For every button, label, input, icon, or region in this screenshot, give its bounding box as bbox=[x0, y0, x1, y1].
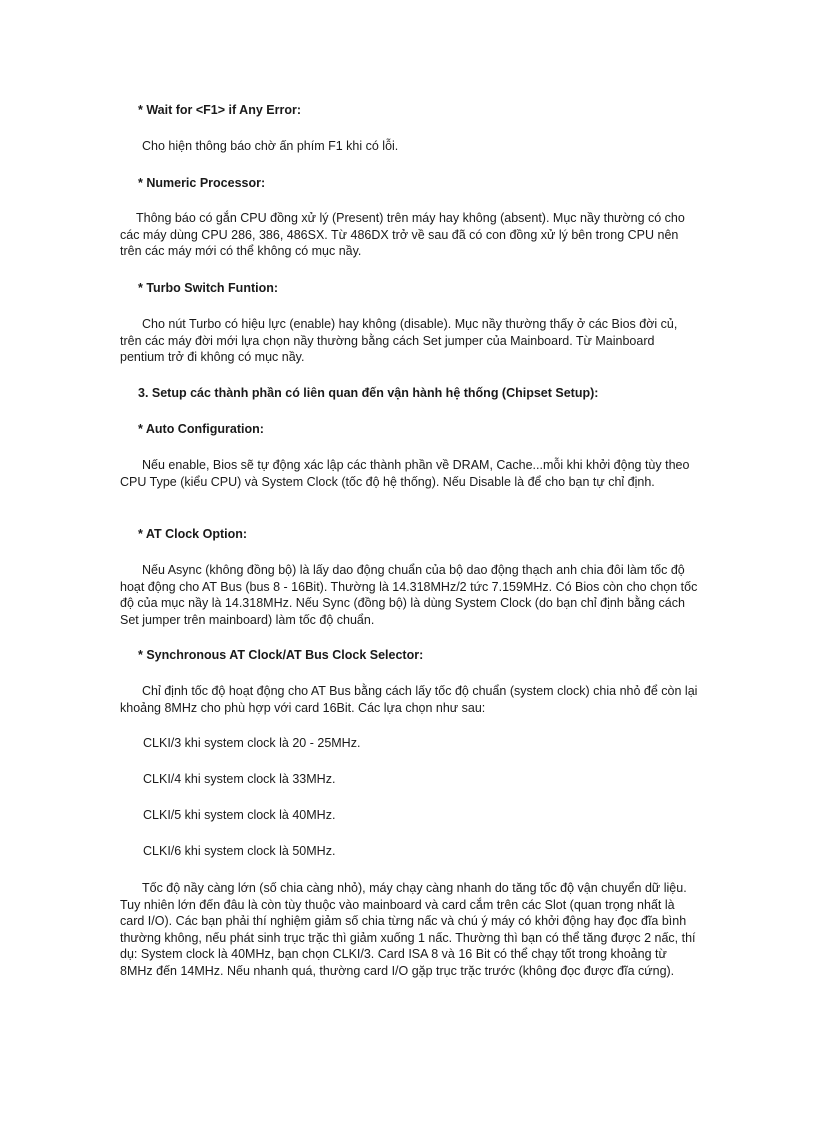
heading-numeric-processor: * Numeric Processor: bbox=[138, 176, 266, 190]
body-speed-note: Tốc độ nầy càng lớn (số chia càng nhỏ), máy chạy càng nhanh do tăng tốc độ vận chuyển dữ liệu. Tuy nhiên lớn đến đâu là còn tùy thuộc vào mainboard và card cắm trên các Slot (quan trọng nhất là card I/O). Các bạn phải thí nghiệm giảm số chia từng nấc và chú ý máy có khởi động hay đọc đĩa bình thường không, nếu phát sinh trục trặc thì giảm xuống 1 nấc. Thường thì bạn có thể tăng được 2 nấc, thí dụ: System clock là 40MHz, bạn chọn CLKI/3. Card ISA 8 và 16 Bit có thể chạy tốt trong khoảng từ 8MHz đến 14MHz. Nếu nhanh quá, thường card I/O gặp trục trặc trước (không đọc được đĩa cứng). bbox=[120, 881, 696, 978]
body-turbo-switch: Cho nút Turbo có hiệu lực (enable) hay không (disable). Mục nầy thường thấy ở các Bios đời củ, trên các máy đời mới lựa chọn nầy thường bằng cách Set jumper của Mainboard. Từ Mainboard pentium trở đi không có mục nầy. bbox=[120, 317, 678, 365]
heading-wait-f1: * Wait for <F1> if Any Error: bbox=[138, 103, 301, 117]
list-item-clki4: CLKI/4 khi system clock là 33MHz. bbox=[143, 772, 336, 786]
list-item-clki3: CLKI/3 khi system clock là 20 - 25MHz. bbox=[143, 736, 361, 750]
heading-auto-configuration: * Auto Configuration: bbox=[138, 422, 264, 436]
body-auto-configuration: Nếu enable, Bios sẽ tự động xác lập các thành phần về DRAM, Cache...mỗi khi khởi động tùy theo CPU Type (kiểu CPU) và System Clock (tốc độ hệ thống). Nếu Disable là để cho bạn tự chỉ định. bbox=[120, 458, 690, 489]
body-wait-f1: Cho hiện thông báo chờ ấn phím F1 khi có lỗi. bbox=[142, 139, 399, 153]
list-item-clki5: CLKI/5 khi system clock là 40MHz. bbox=[143, 808, 336, 822]
heading-at-clock-option: * AT Clock Option: bbox=[138, 527, 248, 541]
list-item-clki6: CLKI/6 khi system clock là 50MHz. bbox=[143, 844, 336, 858]
body-sync-at-clock: Chỉ định tốc độ hoạt động cho AT Bus bằng cách lấy tốc độ chuẩn (system clock) chia nhỏ để còn lại khoảng 8MHz cho phù hợp với card 16Bit. Các lựa chọn như sau: bbox=[120, 684, 698, 715]
heading-chipset-setup: 3. Setup các thành phần có liên quan đến vận hành hệ thống (Chipset Setup): bbox=[138, 386, 599, 400]
heading-turbo-switch: * Turbo Switch Funtion: bbox=[138, 281, 279, 295]
body-numeric-processor: Thông báo có gắn CPU đồng xử lý (Present) trên máy hay không (absent). Mục nầy thường có cho các máy dùng CPU 286, 386, 486SX. Từ 486DX trở về sau đã có con đồng xử lý bên trong CPU nên trên các máy mới có thể không có mục nầy. bbox=[120, 211, 685, 259]
heading-sync-at-clock: * Synchronous AT Clock/AT Bus Clock Selector: bbox=[138, 648, 424, 662]
body-at-clock-option: Nếu Async (không đồng bộ) là lấy dao động chuẩn của bộ dao động thạch anh chia đôi làm tốc độ hoạt động cho AT Bus (bus 8 - 16Bit). Thường là 14.318MHz/2 tức 7.159MHz. Có Bios còn cho chọn tốc độ của mục nầy là 14.318MHz. Nếu Sync (đồng bộ) là dùng System Clock (do bạn chỉ định bằng cách Set jumper trên mainboard) làm tốc độ chuẩn. bbox=[120, 563, 698, 627]
